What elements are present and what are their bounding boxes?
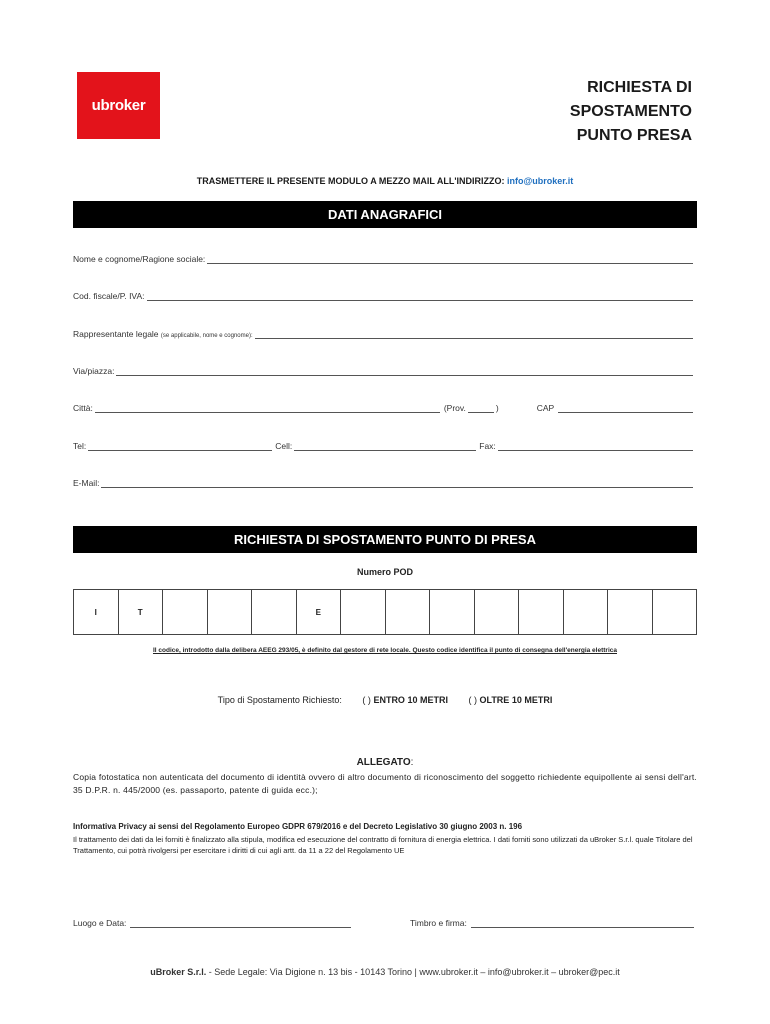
field-via-line[interactable] (116, 367, 693, 376)
signature-timbro[interactable] (410, 918, 694, 928)
field-tel-label: Tel: (73, 441, 87, 451)
field-cod-fiscale[interactable] (73, 291, 693, 301)
luogo-label: Luogo e Data: (73, 918, 127, 928)
field-cell-label: Cell: (275, 441, 293, 451)
pod-cell-5[interactable] (252, 590, 297, 634)
document-title (492, 76, 692, 148)
field-prov-line[interactable] (468, 404, 494, 413)
tipo-spostamento-row (0, 695, 770, 705)
pod-cell-1[interactable]: I (74, 590, 119, 634)
pod-cell-10[interactable] (475, 590, 520, 634)
field-email-label: E-Mail: (73, 478, 100, 488)
ubroker-logo (77, 72, 160, 139)
instruction-text: TRASMETTERE IL PRESENTE MODULO A MEZZO MAIL ALL'INDIRIZZO: (196, 176, 508, 186)
pod-cell-8[interactable] (386, 590, 431, 634)
field-cap-line[interactable] (558, 404, 693, 413)
field-cell-line[interactable] (294, 442, 476, 451)
field-rapp-label: Rappresentante legale (73, 329, 159, 339)
field-nome-label: Nome e cognome/Ragione sociale: (73, 254, 206, 264)
field-rappresentante[interactable] (73, 329, 693, 339)
allegato-colon: : (410, 757, 414, 768)
option-entro-label: ENTRO 10 METRI (373, 695, 448, 705)
signature-luogo[interactable] (73, 918, 351, 928)
send-instruction (0, 176, 770, 186)
pod-cell-14[interactable] (653, 590, 697, 634)
allegato-text: Copia fotostatica non autenticata del documento di identità ovvero di altro documento di riconoscimento del soggetto richiedente equipollente ai sensi dell'art. 35 D.P.R. n. 445/2000 (es. passaporto, patente di guida ecc.); (73, 772, 697, 795)
pod-cell-3[interactable] (163, 590, 208, 634)
pod-cell-13[interactable] (608, 590, 653, 634)
field-email[interactable] (73, 478, 693, 488)
field-prov-label: (Prov. (443, 403, 466, 413)
privacy-text: Il trattamento dei dati da lei forniti è finalizzato alla stipula, modifica ed esecuzione del contratto di fornitura di energia elettrica. I dati forniti sono utilizzati da uBroker S.r.l. quale Titolare del Trattamento, cui potrà rivolgersi per esercitare i diritti di cui agli artt. da 11 a 22 del Regolamento UE (73, 835, 693, 855)
title-line-3: PUNTO PRESA (576, 127, 692, 144)
title-line-2: SPOSTAMENTO (569, 103, 692, 120)
allegato-title: ALLEGATO (356, 757, 411, 768)
luogo-line[interactable] (130, 919, 351, 928)
section-header-spostamento: RICHIESTA DI SPOSTAMENTO PUNTO DI PRESA (73, 526, 697, 553)
checkbox-oltre[interactable]: ( ) (468, 695, 477, 705)
field-nome-line[interactable] (207, 255, 693, 264)
field-citta-label: Città: (73, 403, 93, 413)
pod-grid (73, 589, 697, 635)
title-line-1: RICHIESTA DI (587, 79, 692, 96)
field-rapp-line[interactable] (255, 330, 693, 339)
pod-cell-2[interactable]: T (119, 590, 164, 634)
timbro-line[interactable] (471, 919, 694, 928)
instruction-email-link[interactable]: info@ubroker.it (507, 176, 574, 186)
field-email-line[interactable] (101, 479, 693, 488)
pod-cell-6[interactable]: E (297, 590, 342, 634)
pod-title: Numero POD (356, 567, 413, 577)
logo-text: ubroker (91, 97, 146, 114)
field-nome[interactable] (73, 254, 693, 264)
field-rapp-note: (se applicabile, nome e cognome): (160, 333, 253, 339)
field-fax-label: Fax: (479, 441, 496, 451)
footer (0, 967, 770, 977)
field-via-label: Via/piazza: (73, 366, 115, 376)
field-via[interactable] (73, 366, 693, 376)
footer-company: uBroker S.r.l. (150, 967, 207, 977)
field-fax-line[interactable] (498, 442, 693, 451)
privacy-heading: Informativa Privacy ai sensi del Regolamento Europeo GDPR 679/2016 e del Decreto Legislativo 30 giugno 2003 n. 196 (73, 822, 523, 831)
timbro-label: Timbro e firma: (410, 918, 467, 928)
field-tel-line[interactable] (88, 442, 272, 451)
section-header-dati-anagrafici: DATI ANAGRAFICI (73, 201, 697, 228)
pod-cell-11[interactable] (519, 590, 564, 634)
pod-cell-12[interactable] (564, 590, 609, 634)
tipo-label: Tipo di Spostamento Richiesto: (217, 695, 342, 705)
footer-text: - Sede Legale: Via Digione n. 13 bis - 10143 Torino | www.ubroker.it – info@ubroker.it – ubroker@pec.it (206, 967, 620, 977)
field-cod-line[interactable] (147, 292, 694, 301)
pod-cell-7[interactable] (341, 590, 386, 634)
pod-cell-9[interactable] (430, 590, 475, 634)
checkbox-entro[interactable]: ( ) (362, 695, 371, 705)
option-oltre-label: OLTRE 10 METRI (479, 695, 553, 705)
field-contatti-row (73, 441, 693, 451)
field-cap-label: CAP (536, 403, 555, 413)
field-citta-row (73, 403, 693, 413)
field-cod-label: Cod. fiscale/P. IVA: (73, 291, 145, 301)
pod-note: Il codice, introdotto dalla delibera AEEG 293/05, è definito dal gestore di rete locale. Questo codice identifica il punto di consegna dell'energia elettrica (152, 647, 617, 654)
allegato-heading (0, 757, 770, 768)
pod-cell-4[interactable] (208, 590, 253, 634)
field-prov-close: ) (495, 403, 499, 413)
field-citta-line[interactable] (95, 404, 440, 413)
